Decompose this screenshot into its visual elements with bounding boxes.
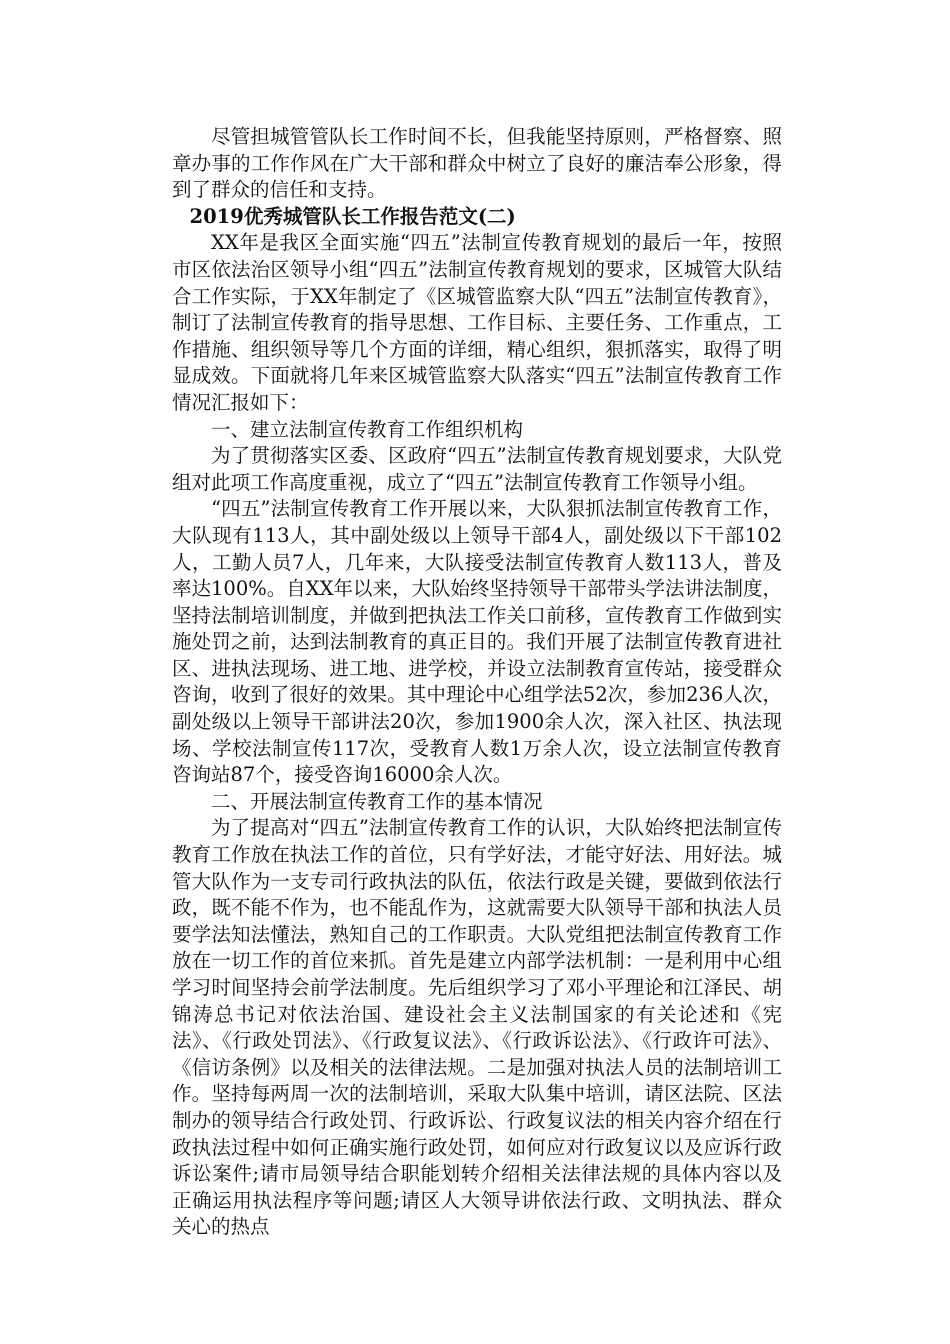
paragraph-statistics: “四五”法制宣传教育工作开展以来，大队狠抓法制宣传教育工作，大队现有113人，其中副处级以上领导干部4人，副处级以下干部102人，工勤人员7人，几年来，大队接受法制宣传教育人数113人，普及率达100%。自XX年以来，大队始终坚持领导干部带头学法讲法制度，坚持法制培训制度，并做到把执法工作关口前移，宣传教育工作做到实施处罚之前，达到法制教育的真正目的。我们开展了法制宣传教育进社区、进执法现场、进工地、进学校，并设立法制教育宣传站，接受群众咨询，收到了很好的效果。其中理论中心组学法52次，参加236人次，副处级以上领导干部讲法20次，参加1900余人次，深入社区、执法现场、学校法制宣传117次，受教育人数1万余人次，设立法制宣传教育咨询站87个，接受咨询16000余人次。 <box>172 497 783 787</box>
paragraph-overview: XX年是我区全面实施“四五”法制宣传教育规划的最后一年，按照市区依法治区领导小组“四五”法制宣传教育规划的要求，区城管大队结合工作实际，于XX年制定了《区城管监察大队“四五”法制宣传教育》，制订了法制宣传教育的指导思想、工作目标、主要任务、工作重点，工作措施、组织领导等几个方面的详细，精心组织，狠抓落实，取得了明显成效。下面就将几年来区城管监察大队落实“四五”法制宣传教育工作情况汇报如下： <box>172 231 782 414</box>
paragraph-intro: 尽管担城管管队长工作时间不长，但我能坚持原则，严格督察、照章办事的工作作风在广大干部和群众中树立了良好的廉洁奉公形象，得到了群众的信任和支持。 <box>172 125 782 202</box>
heading-one: 一、建立法制宣传教育工作组织机构 <box>211 417 524 441</box>
heading-two: 二、开展法制宣传教育工作的基本情况 <box>211 789 543 813</box>
section-title: 2019优秀城管队长工作报告范文(二) <box>189 204 516 228</box>
document-page <box>172 124 782 1241</box>
paragraph-basic-situation: 为了提高对“四五”法制宣传教育工作的认识，大队始终把法制宣传教育工作放在执法工作的首位，只有学好法，才能守好法、用好法。城管大队作为一支专司行政执法的队伍，依法行政是关键，要做到依法行政，既不能不作为，也不能乱作为，这就需要大队领导干部和执法人员要学法知法懂法，熟知自己的工作职责。大队党组把法制宣传教育工作放在一切工作的首位来抓。首先是建立内部学法机制：一是利用中心组学习时间坚持会前学法制度。先后组织学习了邓小平理论和江泽民、胡锦涛总书记对依法治国、建设社会主义法制国家的有关论述和《宪法》、《行政处罚法》、《行政复议法》、《行政诉讼法》、《行政许可法》、《信访条例》以及相关的法律法规。二是加强对执法人员的法制培训工作。坚持每两周一次的法制培训，采取大队集中培训，请区法院、区法制办的领导结合行政处罚、行政诉讼、行政复议法的相关内容介绍在行政执法过程中如何正确实施行政处罚，如何应对行政复议以及应诉行政诉讼案件;请市局领导结合职能划转介绍相关法律法规的具体内容以及正确运用执法程序等问题;请区人大领导讲依法行政、文明执法、群众关心的热点 <box>172 816 782 1239</box>
paragraph-organization: 为了贯彻落实区委、区政府“四五”法制宣传教育规划要求，大队党组对此项工作高度重视，成立了“四五”法制宣传教育工作领导小组。 <box>172 444 782 494</box>
